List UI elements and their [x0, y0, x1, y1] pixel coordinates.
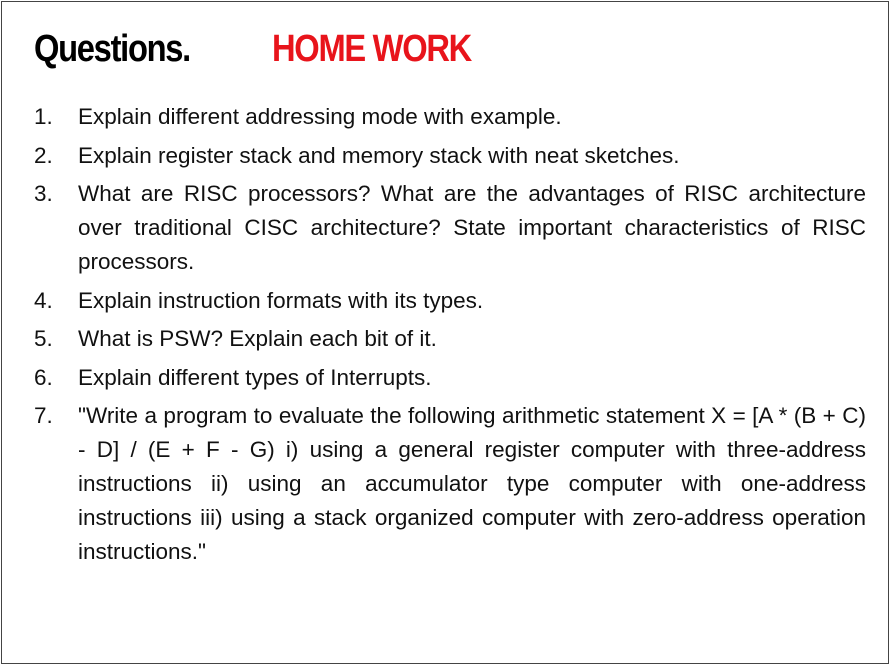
- question-number: 5.: [34, 326, 53, 351]
- question-list: [34, 100, 866, 574]
- question-number: 7.: [34, 403, 53, 428]
- list-item: [34, 361, 866, 395]
- question-text: Explain register stack and memory stack with neat sketches.: [78, 142, 680, 168]
- list-item: [34, 322, 866, 356]
- question-number: 1.: [34, 104, 53, 129]
- question-number: 4.: [34, 287, 53, 313]
- list-item: [34, 399, 866, 569]
- title-row: [34, 28, 471, 80]
- question-text: Explain different types of Interrupts.: [78, 364, 432, 390]
- question-text: "Write a program to evaluate the following arithmetic statement X = [A * (B + C) - D] / (E + F - G) i) using a general register computer with three-address instructions ii) using an accumulator type computer with one-address instructions iii) using a stack organized computer with zero-address operation instructions.": [78, 403, 866, 564]
- question-text: What is PSW? Explain each bit of it.: [78, 326, 437, 351]
- list-item: [34, 177, 866, 279]
- page-title: Questions.: [34, 28, 190, 70]
- question-number: 3.: [34, 181, 53, 206]
- question-number: 6.: [34, 364, 53, 390]
- list-item: [34, 100, 866, 134]
- question-text: What are RISC processors? What are the advantages of RISC architecture over traditional CISC architecture? State important characteristics of RISC processors.: [78, 181, 866, 274]
- list-item: [34, 284, 866, 318]
- homework-heading: HOME WORK: [272, 28, 471, 70]
- question-text: Explain different addressing mode with example.: [78, 104, 562, 129]
- list-item: [34, 139, 866, 173]
- slide: [1, 1, 889, 664]
- question-number: 2.: [34, 142, 53, 168]
- question-text: Explain instruction formats with its types.: [78, 287, 484, 313]
